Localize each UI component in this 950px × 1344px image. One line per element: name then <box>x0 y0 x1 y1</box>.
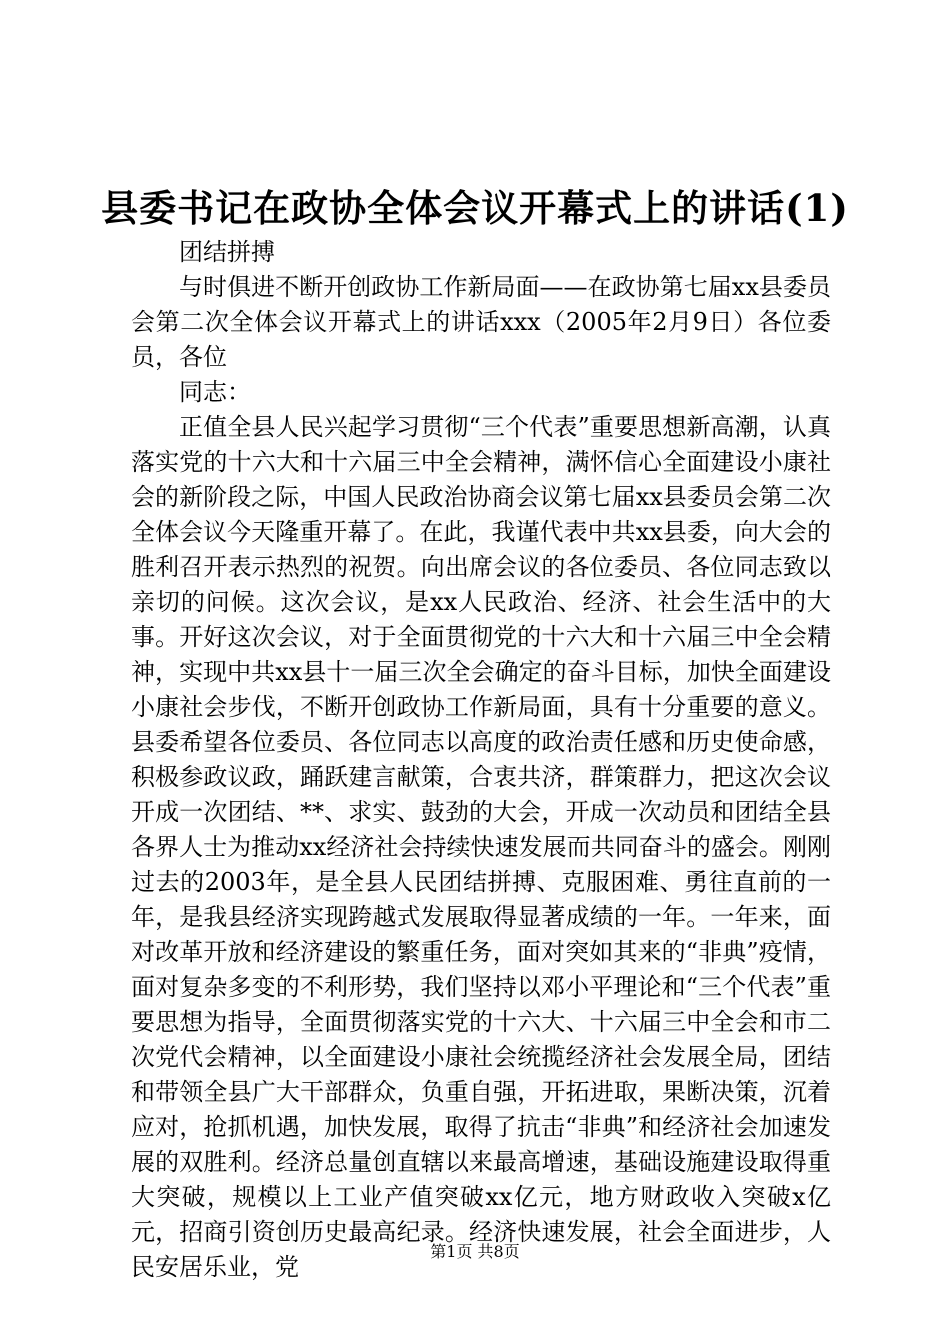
paragraph-subtitle: 团结拼搏 <box>179 238 275 266</box>
document-body <box>131 235 831 1285</box>
paragraph-main: 正值全县人民兴起学习贯彻“三个代表”重要思想新高潮，认真落实党的十六大和十六届三中全会精神，满怀信心全面建设小康社会的新阶段之际，中国人民政治协商会议第七届xx县委员会第二次全体会议今天隆重开幕了。在此，我谨代表中共xx县委，向大会的胜利召开表示热烈的祝贺。向出席会议的各位委员、各位同志致以亲切的问候。这次会议，是xx人民政治、经济、社会生活中的大事。开好这次会议，对于全面贯彻党的十六大和十六届三中全会精神，实现中共xx县十一届三次全会确定的奋斗目标，加快全面建设小康社会步伐，不断开创政协工作新局面，具有十分重要的意义。县委希望各位委员、各位同志以高度的政治责任感和历史使命感，积极参政议政，踊跃建言献策，合衷共济，群策群力，把这次会议开成一次团结、**、求实、鼓劲的大会，开成一次动员和团结全县各界人士为推动xx经济社会持续快速发展而共同奋斗的盛会。刚刚过去的2003年，是全县人民团结拼搏、克服困难、勇往直前的一年，是我县经济实现跨越式发展取得显著成绩的一年。一年来，面对改革开放和经济建设的繁重任务，面对突如其来的“非典”疫情，面对复杂多变的不利形势，我们坚持以邓小平理论和“三个代表”重要思想为指导，全面贯彻落实党的十六大、十六届三中全会和市二次党代会精神，以全面建设小康社会统揽经济社会发展全局，团结和带领全县广大干部群众，负重自强，开拓进取，果断决策，沉着应对，抢抓机遇，加快发展，取得了抗击“非典”和经济社会加速发展的双胜利。经济总量创直辖以来最高增速，基础设施建设取得重大突破，规模以上工业产值突破xx亿元，地方财政收入突破x亿元，招商引资创历史最高纪录。经济快速发展，社会全面进步，人民安居乐业，党 <box>131 413 831 1281</box>
paragraph-heading: 与时俱进不断开创政协工作新局面——在政协第七届xx县委员会第二次全体会议开幕式上的讲话xxx（2005年2月9日）各位委员，各位 <box>131 273 831 371</box>
document-title: 县委书记在政协全体会议开幕式上的讲话(1) <box>101 186 849 230</box>
page-footer: 第1页 共8页 <box>430 1242 520 1261</box>
paragraph-salutation: 同志： <box>179 378 251 406</box>
